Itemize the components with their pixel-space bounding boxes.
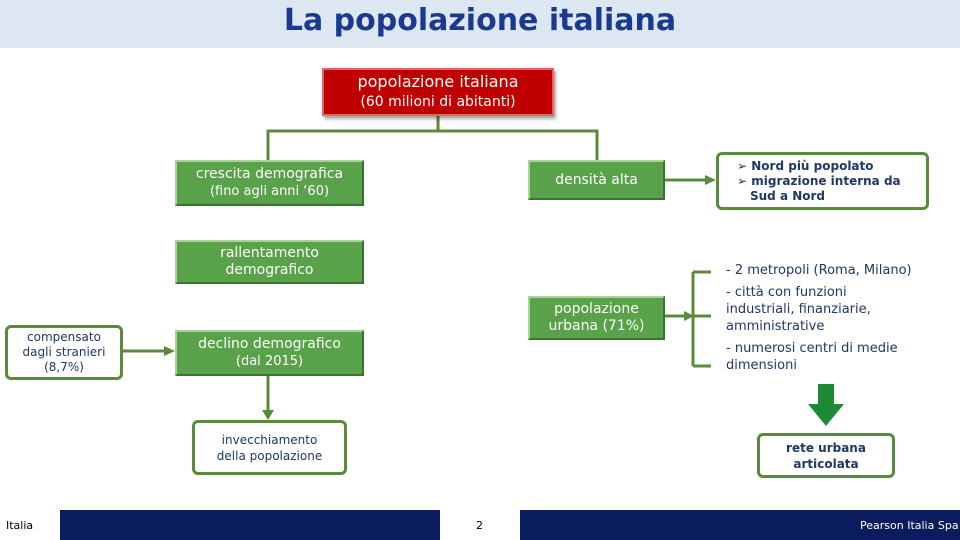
node-crescita-demografica [175, 160, 364, 206]
node-nord-popolato [716, 152, 929, 210]
rallentamento-line1: rallentamento [220, 245, 319, 261]
urbana-bracket [665, 272, 693, 366]
declino-line1: declino demografico [198, 336, 341, 352]
compensato-line1: compensato [27, 330, 101, 344]
node-popolazione-italiana [322, 68, 554, 116]
rete-line1: rete urbana [786, 440, 866, 455]
densita-arrowhead [705, 175, 716, 185]
urbana-line2: urbana (71%) [548, 318, 645, 334]
node-compensato-stranieri [5, 325, 123, 380]
page-title: La popolazione italiana [283, 3, 677, 38]
urbana-line1: popolazione [554, 301, 639, 317]
rallentamento-line2: demografico [225, 262, 314, 278]
rete-line2: articolata [793, 456, 859, 471]
compensato-line2: dagli stranieri [22, 345, 106, 359]
declino-arrowhead [262, 410, 274, 420]
bullet-arrow-icon: ➢ [737, 158, 748, 173]
centri-line1: - numerosi centri di medie [726, 341, 898, 356]
rete-down-arrow [808, 384, 844, 426]
citta-line3: amministrative [726, 319, 825, 334]
densita-label: densità alta [555, 171, 638, 188]
node-invecchiamento [192, 420, 347, 475]
footer-right-text: Pearson Italia Spa [860, 519, 959, 532]
node-declino-demografico [175, 330, 364, 376]
invecchiamento-line1: invecchiamento [221, 432, 318, 447]
footer-page-number: 2 [476, 519, 483, 532]
citta-line2: industriali, finanziarie, [726, 302, 871, 317]
crescita-line1: crescita demografica [195, 166, 344, 182]
centri-text [726, 340, 898, 374]
nord-line1: Nord più popolato [751, 158, 874, 173]
compensato-line3: (8,7%) [44, 360, 84, 374]
citta-text [726, 284, 871, 335]
invecchiamento-line2: della popolazione [216, 448, 323, 463]
footer-left-text: Italia [6, 519, 34, 532]
crescita-line2: (fino agli anni ‘60) [209, 184, 330, 199]
nord-item-1 [737, 159, 874, 174]
bullet-arrow-icon: ➢ [737, 173, 748, 188]
root-line1: popolazione italiana [357, 72, 519, 91]
citta-line1: - città con funzioni [726, 285, 847, 300]
nord-line3: Sud a Nord [750, 188, 826, 203]
declino-line2: (dal 2015) [235, 354, 304, 369]
centri-line2: dimensioni [726, 358, 797, 373]
nord-item-2 [737, 174, 901, 189]
node-rete-urbana [757, 433, 895, 478]
node-rallentamento-demografico [175, 240, 364, 284]
root-connector [268, 116, 597, 160]
node-popolazione-urbana [528, 296, 665, 340]
nord-line2: migrazione interna da [751, 173, 901, 188]
compensato-arrowhead [164, 346, 175, 356]
node-densita-alta [528, 160, 665, 200]
metropoli-text: - 2 metropoli (Roma, Milano) [726, 263, 912, 278]
root-line2: (60 milioni di abitanti) [360, 94, 516, 110]
